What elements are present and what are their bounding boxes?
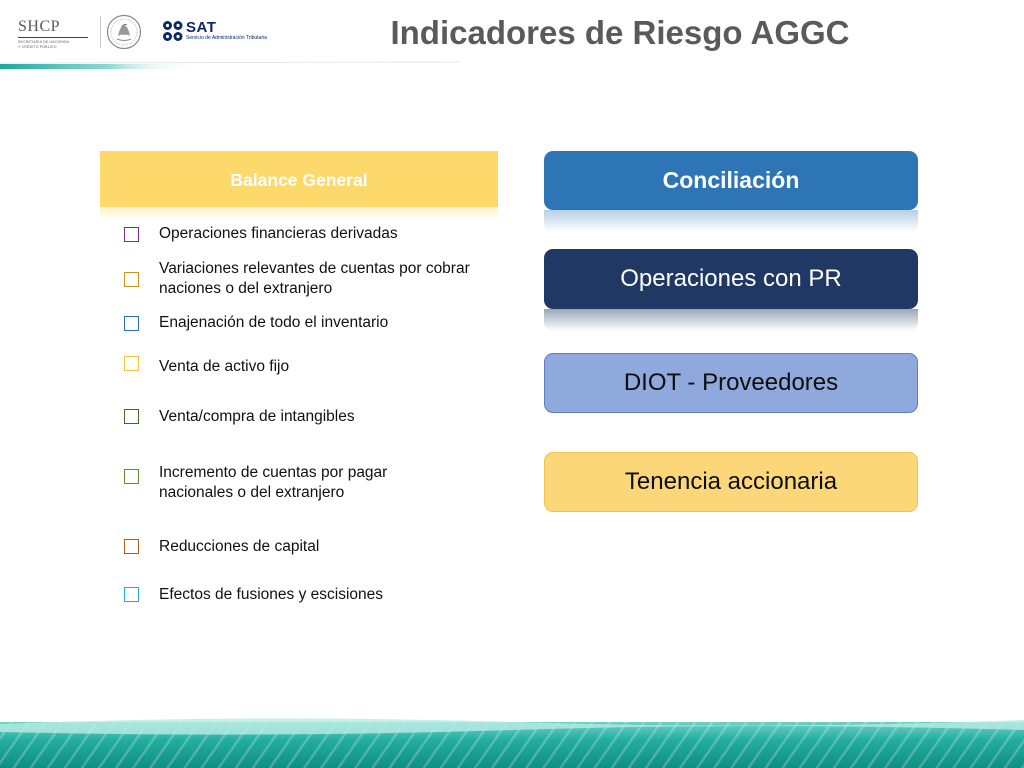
- checkbox[interactable]: [124, 356, 139, 371]
- tenencia-accionaria-box[interactable]: [544, 452, 918, 512]
- shcp-logo-name: SHCP: [18, 18, 61, 35]
- operaciones-pr-box[interactable]: [544, 249, 918, 309]
- checkbox[interactable]: [124, 469, 139, 484]
- checkbox[interactable]: [124, 587, 139, 602]
- checkbox[interactable]: [124, 316, 139, 331]
- conciliacion-box[interactable]: [544, 151, 918, 210]
- footer-decorative-band: [0, 712, 1024, 768]
- operaciones-pr-box-label: Operaciones con PR: [620, 265, 842, 292]
- conciliacion-box-label: Conciliación: [662, 167, 800, 193]
- header-accent-rule: [0, 58, 1024, 72]
- conciliacion-box-reflection: [544, 210, 918, 232]
- page-title: Indicadores de Riesgo AGGC: [390, 14, 850, 51]
- checkbox[interactable]: [124, 272, 139, 287]
- checklist-item-label: Venta de activo fijo: [159, 358, 290, 375]
- sat-logo-subtitle: Servicio de Administración Tributaria: [186, 35, 267, 41]
- operaciones-pr-box-reflection: [544, 309, 918, 331]
- shcp-logo-subtitle-1: SECRETARÍA DE HACIENDA: [18, 40, 70, 44]
- logo-divider: [100, 16, 101, 48]
- checklist-item-label: Incremento de cuentas por pagar nacionales o del extranjero: [159, 464, 388, 501]
- checklist-item-label: Reducciones de capital: [159, 538, 320, 555]
- checklist-item-label: Operaciones financieras derivadas: [159, 225, 398, 242]
- balance-general-header: [100, 151, 498, 207]
- balance-general-header-reflection: [100, 207, 498, 221]
- balance-general-title: Balance General: [230, 170, 368, 190]
- diot-proveedores-box[interactable]: [544, 353, 918, 413]
- shcp-logo: [18, 18, 94, 49]
- checkbox[interactable]: [124, 227, 139, 242]
- national-seal-icon: [106, 14, 142, 50]
- checkbox[interactable]: [124, 539, 139, 554]
- checklist-item-label: Enajenación de todo el inventario: [159, 314, 389, 331]
- sat-logo-icon: [162, 20, 184, 44]
- shcp-logo-rule: [18, 37, 88, 38]
- checkbox[interactable]: [124, 409, 139, 424]
- diot-proveedores-box-label: DIOT - Proveedores: [623, 369, 839, 396]
- tenencia-accionaria-box-label: Tenencia accionaria: [624, 468, 838, 495]
- checklist-item-label: Venta/compra de intangibles: [159, 408, 355, 425]
- sat-logo-name: SAT: [186, 19, 217, 36]
- checklist-item-label: Variaciones relevantes de cuentas por cobrar naciones o del extranjero: [159, 260, 470, 297]
- sat-logo: [162, 20, 282, 46]
- checklist-item-label: Efectos de fusiones y escisiones: [159, 586, 384, 603]
- shcp-logo-subtitle-2: Y CRÉDITO PÚBLICO: [18, 44, 57, 49]
